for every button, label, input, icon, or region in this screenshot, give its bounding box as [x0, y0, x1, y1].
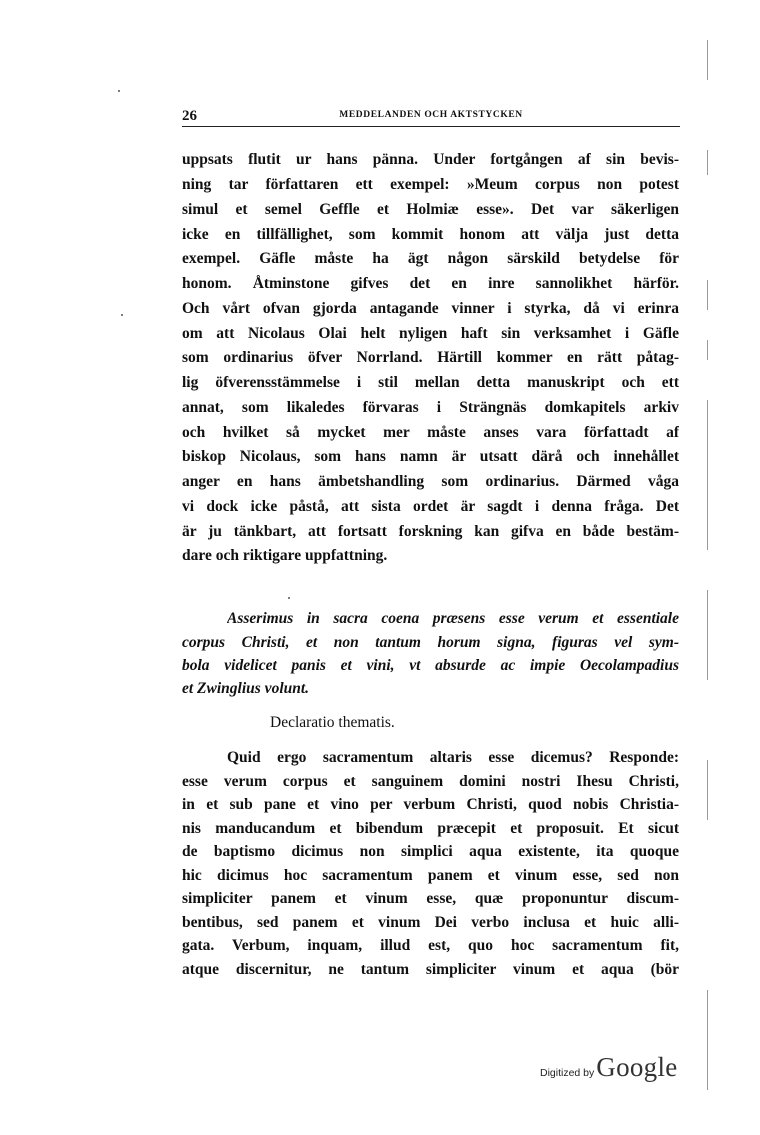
swedish-line: ning tar författaren ett exempel: »Meum corpus non potest	[182, 176, 679, 193]
latin-line: in et sub pane et vino per verbum Christi, quod nobis Christia-	[182, 796, 679, 813]
thesis-line: bola videlicet panis et vini, vt absurde ac impie Oecolampadius	[182, 657, 679, 674]
swedish-line: icke en tillfällighet, som kommit honom att välja just detta	[182, 226, 679, 243]
section-subheading: Declaratio thematis.	[270, 714, 395, 731]
swedish-line: som ordinarius öfver Norrland. Härtill kommer en rätt påtag-	[182, 349, 679, 366]
scan-edge-mark	[707, 760, 708, 820]
swedish-line: annat, som likaledes förvaras i Strängnäs domkapitels arkiv	[182, 399, 679, 416]
scan-edge-mark	[707, 400, 708, 550]
thesis-line: Asserimus in sacra coena præsens esse verum et essentiale	[227, 610, 679, 627]
swedish-line: anger en hans ämbetshandling som ordinarius. Därmed våga	[182, 473, 679, 490]
scan-edge-mark	[707, 40, 708, 80]
scan-edge-mark	[707, 590, 708, 680]
swedish-line: exempel. Gäfle måste ha ägt någon särskild betydelse för	[182, 250, 679, 267]
swedish-line: biskop Nicolaus, som hans namn är utsatt därå och innehållet	[182, 448, 679, 465]
swedish-line: om att Nicolaus Olai helt nyligen haft sin verksamhet i Gäfle	[182, 325, 679, 342]
latin-line: hic dicimus hoc sacramentum panem et vinum esse, sed non	[182, 867, 679, 884]
latin-line: bentibus, sed panem et vinum Dei verbo inclusa et huic alli-	[182, 914, 679, 931]
thesis-line: corpus Christi, et non tantum horum signa, figuras vel sym-	[182, 634, 679, 651]
latin-line: gata. Verbum, inquam, illud est, quo hoc sacramentum fit,	[182, 937, 679, 954]
running-head: MEDDELANDEN OCH AKTSTYCKEN	[339, 110, 523, 120]
thesis-line: et Zwinglius volunt.	[182, 680, 310, 697]
swedish-line: är ju tänkbart, att fortsatt forskning kan gifva en både bestäm-	[182, 523, 679, 540]
swedish-line: honom. Åtminstone gifves det en inre sannolikhet härför.	[182, 275, 679, 292]
swedish-line: lig öfverensstämmelse i stil mellan detta manuskript och ett	[182, 374, 679, 391]
latin-line: nis manducandum et bibendum præcepit et proposuit. Et sicut	[182, 820, 679, 837]
swedish-line: Och vårt ofvan gjorda antagande vinner i styrka, då vi erinra	[182, 300, 679, 317]
latin-line: Quid ergo sacramentum altaris esse dicemus? Responde:	[227, 749, 679, 766]
swedish-line: dare och riktigare uppfattning.	[182, 547, 388, 564]
scan-speck	[288, 597, 290, 599]
latin-line: de baptismo dicimus non simplici aqua existente, ita quoque	[182, 843, 679, 860]
scan-edge-mark	[707, 280, 708, 310]
swedish-line: uppsats flutit ur hans pänna. Under fortgången af sin bevis-	[182, 151, 679, 168]
latin-line: simpliciter panem et vinum esse, quæ proponuntur discum-	[182, 890, 679, 907]
latin-line: atque discernitur, ne tantum simpliciter vinum et aqua (bör	[182, 961, 679, 978]
digitized-watermark	[540, 1052, 678, 1083]
page-number: 26	[182, 108, 197, 124]
page-header	[182, 108, 680, 127]
scan-edge-mark	[707, 990, 708, 1090]
google-logo: Google	[596, 1052, 678, 1082]
watermark-prefix: Digitized by	[540, 1067, 595, 1079]
scan-edge-mark	[707, 340, 708, 360]
latin-line: esse verum corpus et sanguinem domini nostri Ihesu Christi,	[182, 773, 679, 790]
scan-speck	[121, 314, 123, 316]
swedish-line: vi dock icke påstå, att sista ordet är sagdt i denna fråga. Det	[182, 498, 679, 515]
scan-edge-mark	[707, 150, 708, 175]
scan-speck	[118, 90, 120, 92]
swedish-line: simul et semel Geffle et Holmiæ esse». Det var säkerligen	[182, 201, 679, 218]
swedish-line: och hvilket så mycket mer måste anses vara författadt af	[182, 424, 679, 441]
